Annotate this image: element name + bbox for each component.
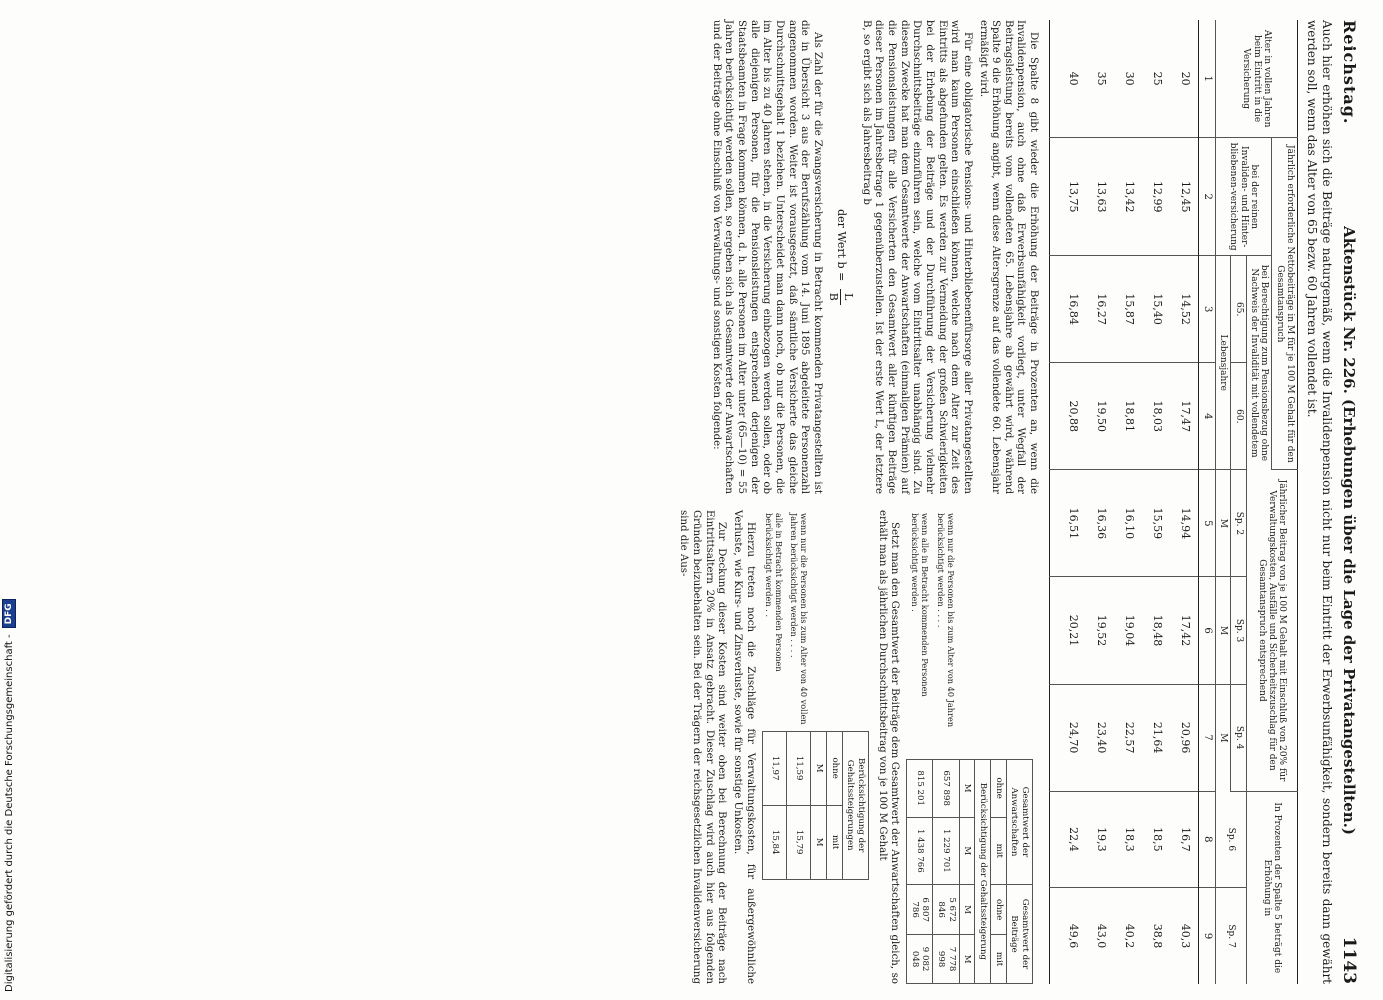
- table-cell: 6 807 786: [907, 885, 933, 935]
- th-sp6: Sp. 6: [1215, 791, 1246, 887]
- row-label: wenn alle in Betracht kommenden Personen berücksichtigt werden .: [907, 510, 933, 759]
- th-beruecksichtigung: Berücksichtigung der Gehaltssteigerung: [975, 759, 991, 983]
- paragraph: Die Spalte 8 gibt wieder die Erhöhung der Beiträge in Prozenten an, wenn die Invalidenpension, auch ohne daß Erwerbsunfähigkeit vorliegt, unter Wegfall der Beitragsleistung bereits vom vollendeten 65. Lebensjahre ab gewährt wird, während Spalte 9 die Erhöhung angibt, wenn diese Altersgrenze auf das vollendete 60. Lebensjahr ermäßigt wird.: [977, 20, 1040, 494]
- table-cell: 18,81: [1114, 363, 1142, 470]
- table-cell: 38,8: [1150, 923, 1164, 949]
- formula-fraction: [827, 289, 855, 305]
- th-anwartschaften: Gesamtwert der Anwartschaften: [1006, 759, 1032, 884]
- table-cell: 1 438 766: [907, 817, 933, 885]
- formula-denominator: B: [827, 292, 841, 301]
- th-unit: M: [959, 885, 975, 935]
- row-label: wenn nur die Personen bis zum Alter von 40 Jahren berücksichtigt werden . . . .: [933, 510, 959, 759]
- table-cell: 13,42: [1114, 138, 1142, 256]
- paragraph: Für eine obligatorische Pensions- und Hinterbliebenenfürsorge aller Privatangestellten wird man kaum Personen einschließen können, welche nach dem Alter zur Zeit des Eintritts als abgefunden gelten. Es werden zur Vermeidung der großen Schwierigkeiten bei der Erhebung der Beiträge und der Durchführung der Versicherung vielmehr Durchschnittsbeiträge einzuführen sein, welche vom Eintrittsalter unabhängig sind. Zu diesem Zwecke hat man dem Gesamtwerte der Anwartschaften (einmaligen Prämien) auf die Pensionsleistungen für alle Versicherten den Gesamtwert aller künftigen Beiträge dieser Personen im Jahresbetrage 1 gegenüberzustellen. Ist der erste Wert L, der letztere B, so ergibt sich als Jahresbeitrag b: [860, 20, 973, 494]
- table-row: [1114, 20, 1142, 984]
- th-mit: mit: [991, 817, 1007, 885]
- th-unit: M: [959, 759, 975, 817]
- table-cell: 24,70: [1050, 684, 1087, 791]
- table-cell: 19,52: [1086, 577, 1114, 684]
- dfg-logo: DFG: [2, 599, 16, 628]
- table-cell: 12,99: [1142, 138, 1170, 256]
- table-cell: 657 898: [933, 759, 959, 817]
- table-cell: 9 082 048: [907, 935, 933, 984]
- table-cell: 13,75: [1050, 138, 1087, 256]
- col-number: 6: [1199, 577, 1216, 684]
- row-label: alle in Betracht kommenden Personen berücksichtigt werden . .: [762, 510, 786, 731]
- th-mit: mit: [991, 935, 1007, 984]
- table-row: [1086, 20, 1114, 984]
- table-cell: 14,94: [1170, 470, 1199, 577]
- table-cell: 1 229 701: [933, 817, 959, 885]
- header-section: Reichstag.: [1340, 20, 1359, 125]
- col-number: 3: [1199, 256, 1216, 363]
- table-row: [762, 510, 786, 879]
- table-corner: [811, 510, 869, 731]
- th-sp7: Sp. 7: [1215, 888, 1246, 984]
- th-mit: mit: [826, 805, 842, 879]
- table-corner: [959, 510, 1032, 759]
- th-beitraege: Gesamtwert der Beiträge: [1006, 885, 1032, 984]
- table-row: [1142, 20, 1170, 984]
- th-60: 60.: [1231, 363, 1246, 470]
- table-cell: 43,0: [1094, 923, 1108, 949]
- table-cell: 19,50: [1086, 363, 1114, 470]
- th-ohne: ohne: [991, 759, 1007, 817]
- table-cell: 15,84: [762, 805, 786, 879]
- table-cell: 30: [1114, 20, 1142, 138]
- col-number: 2: [1199, 138, 1216, 256]
- table-cell: 23,40: [1086, 684, 1114, 791]
- right-column: [674, 510, 1039, 984]
- th-unit: M: [1215, 577, 1230, 684]
- col-number: 8: [1199, 791, 1216, 887]
- table-cell: 19,3: [1086, 791, 1114, 887]
- col-number: 4: [1199, 363, 1216, 470]
- col-number: 9: [1199, 888, 1216, 984]
- table-cell: 25: [1142, 20, 1170, 138]
- table-cell: 15,40: [1142, 256, 1170, 363]
- th-sp4: Sp. 4: [1231, 684, 1246, 791]
- table-row: [1170, 20, 1199, 984]
- table-cell: 15,59: [1142, 470, 1170, 577]
- table-cell: 7 778 998: [933, 935, 959, 984]
- th-alter: Alter in vollen Jahren beim Eintritt in die Versicherung: [1215, 20, 1297, 138]
- table-cell: 15,79: [786, 805, 810, 879]
- th-unit: M: [811, 731, 827, 805]
- table-cell: 17,42: [1170, 577, 1199, 684]
- th-berechtigung: bei Berechtigung zum Pensionsbezug ohne Nachweis der Invalidität mit vollendetem: [1246, 256, 1272, 470]
- table-cell: 16,36: [1086, 470, 1114, 577]
- formula: [827, 20, 855, 494]
- table-cell: 15,87: [1114, 256, 1142, 363]
- th-sp3: Sp. 3: [1231, 577, 1246, 684]
- table-cell: 815 201: [907, 759, 933, 817]
- table-cell: 16,84: [1050, 256, 1087, 363]
- table-cell: 20: [1170, 20, 1199, 138]
- table-cell: 16,27: [1086, 256, 1114, 363]
- table-cell: 40,3: [1178, 923, 1192, 949]
- th-unit: M: [1215, 684, 1230, 791]
- table-cell: 14,52: [1170, 256, 1199, 363]
- table-cell: 16,51: [1050, 470, 1087, 577]
- table-row: [907, 510, 933, 984]
- th-sp2: Sp. 2: [1231, 470, 1246, 577]
- th-65: 65.: [1231, 256, 1246, 363]
- page-number: 1143: [1339, 936, 1359, 984]
- th-lebensjahr: Lebensjahre: [1215, 256, 1230, 470]
- footer-text: Digitalisierung gefördert durch die Deutsche Forschungsgemeinschaft -: [3, 634, 15, 992]
- table-cell: 11,97: [762, 731, 786, 805]
- col-number: 5: [1199, 470, 1216, 577]
- th-prozent: In Prozenten der Spalte 5 beträgt die Erhöhung in: [1246, 791, 1297, 984]
- formula-lhs: der Wert b =: [835, 209, 848, 282]
- table-row: [1050, 20, 1087, 984]
- table-cell: 11,59: [786, 731, 810, 805]
- column-number-row: [1199, 20, 1216, 984]
- table-cell: 19,04: [1114, 577, 1142, 684]
- table-cell: 35: [1086, 20, 1114, 138]
- table-cell: 18,3: [1114, 791, 1142, 887]
- th-unit: M: [811, 805, 827, 879]
- durchschnitt-table: [762, 510, 869, 880]
- th-jaehrlicher-beitrag: Jährlicher Beitrag von je 100 M Gehalt mit Einschluß von 20% für Verwaltungskosten, Ausfälle und Sicherheitszuschlag für den Gesamtanspruch entsprechend: [1246, 470, 1297, 791]
- table-cell: 18,48: [1142, 577, 1170, 684]
- table-cell: 17,47: [1170, 363, 1199, 470]
- col-number: 1: [1199, 20, 1216, 138]
- table-cell: 18,5: [1142, 791, 1170, 887]
- paragraph: Als Zahl der für die Zwangsversicherung in Betracht kommenden Privatangestellten ist die in Übersicht 3 aus der Berufszählung vom 14. Juni 1895 abgeleitete Personenzahl angenommen worden. Weiter ist vorausgesetzt, daß sämtliche Versicherte das gleiche Durchschnittsgehalt 1 beziehen. Unterscheidet man dann noch, ob nur die Personen, die im Alter bis zu 40 Jahren stehen, in die Versicherung einbezogen werden sollen, oder ob alle diejenigen Personen, für die Pensionsleistungen entsprechend derjenigen der Staatsbeamten in Frage kommen können, d. h. alle Personen im Alter unter (65—10) = 55 Jahren berücksichtigt werden sollen, so ergeben sich als Gesamtwerte der Anwartschaften und der Beiträge ohne Einschluß von Verwaltungs- und sonstigen Kosten folgende:: [710, 20, 823, 494]
- table-cell: 49,6: [1066, 923, 1080, 949]
- paragraph: Setzt man den Gesamtwert der Beiträge dem Gesamtwert der Anwartschaften gleich, so erhält man als jährlichen Durchschnittsbeitrag von je 100 M Gehalt: [876, 510, 901, 984]
- table-row: [933, 510, 959, 984]
- table-row: [786, 510, 810, 879]
- col-number: 7: [1199, 684, 1216, 791]
- header-title: Aktenstück Nr. 226. (Erhebungen über die Lage der Privatangestellten.): [1340, 226, 1358, 835]
- table-cell: 13,63: [1086, 138, 1114, 256]
- table-cell: 22,4: [1050, 791, 1087, 887]
- paragraph: Hierzu treten noch die Zuschläge für Verwaltungskosten, für außergewöhnliche Verluste, wie Kurs- und Zinsverluste, sowie für sonstige Unkosten.: [731, 510, 756, 984]
- contribution-table: [1049, 20, 1298, 984]
- table-cell: 40: [1050, 20, 1087, 138]
- th-unit: M: [959, 817, 975, 885]
- th-unit: M: [959, 935, 975, 984]
- table-cell: 5 672 846: [933, 885, 959, 935]
- table-cell: 21,64: [1142, 684, 1170, 791]
- table-cell: 20,21: [1050, 577, 1087, 684]
- table-cell: 20,96: [1170, 684, 1199, 791]
- th-jaehrlich: Jährlich erforderliche Nettobeiträge in M für je 100 M Gehalt für den Gesamtanspruch: [1272, 138, 1298, 470]
- table-cell: 12,45: [1170, 138, 1199, 256]
- digitization-footer: [0, 0, 18, 1000]
- two-column-text: [674, 20, 1039, 984]
- page-header: [1339, 20, 1359, 984]
- th-reine: bei der reinen Invaliden- und Hinter-bliebenen-versicherung: [1215, 138, 1271, 256]
- row-label: wenn nur die Personen bis zum Alter von 40 vollen Jahren berücksichtigt werden . . . .: [786, 510, 810, 731]
- table-cell: 18,03: [1142, 363, 1170, 470]
- th-unit: M: [1215, 470, 1230, 577]
- th-ohne: ohne: [991, 885, 1007, 935]
- table-cell: 16,10: [1114, 470, 1142, 577]
- formula-numerator: L: [841, 289, 856, 305]
- table-cell: 20,88: [1050, 363, 1087, 470]
- th-beruecksichtigung: Berücksichtigung der Gehaltssteigerungen: [842, 731, 868, 879]
- paragraph: Zur Deckung dieser Kosten sind weiter oben bei Berechnung der Beiträge nach Eintrittsaltern 20% in Ansatz gebracht. Dieser Zuschlag wird auch hier aus folgenden Gründen beizubehalten sein. Bei der Trägern der reichsgesetzlichen Invalidenversicherung sind die Aus-: [678, 510, 728, 984]
- intro-paragraph: Auch hier erhöhen sich die Beiträge naturgemäß, wenn die Invalidenpension nicht nur beim Eintritt der Erwerbsunfähigkeit, sondern bereits dann gewährt werden soll, wenn das Alter von 65 bezw. 60 Jahren vollendet ist.: [1304, 20, 1334, 984]
- table-cell: 40,2: [1122, 923, 1136, 949]
- th-ohne: ohne: [826, 731, 842, 805]
- anwartschaften-table: [906, 510, 1033, 984]
- table-cell: 16,7: [1170, 791, 1199, 887]
- left-column: [674, 20, 1039, 494]
- table-cell: 22,57: [1114, 684, 1142, 791]
